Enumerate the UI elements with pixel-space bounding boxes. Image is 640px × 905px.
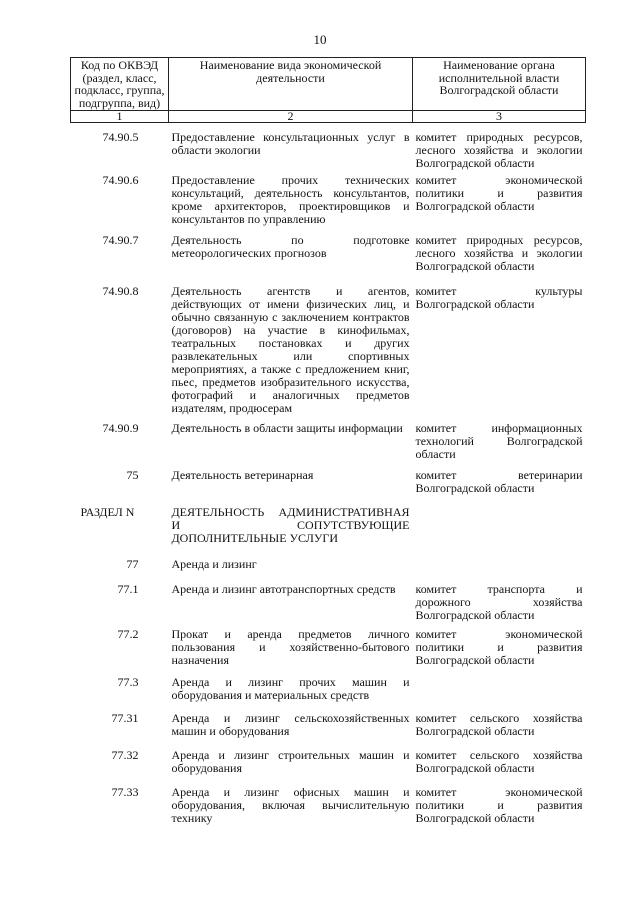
header-activity: Наименование вида экономической деятельности <box>169 58 413 111</box>
row-activity: Аренда и лизинг прочих машин и оборудования и материальных средств <box>171 674 410 702</box>
table-row <box>71 712 586 749</box>
row-authority: комитет ветеринарии Волгоградской области <box>415 467 583 495</box>
row-activity: Прокат и аренда предметов личного пользования и хозяйственно-бытового назначения <box>171 626 410 667</box>
row-code: 74.90.8 <box>102 283 139 298</box>
row-authority: комитет экономической политики и развития Волгоградской области <box>415 626 583 667</box>
table-row <box>71 558 586 583</box>
row-code: 77 <box>126 556 139 571</box>
row-activity: Аренда и лизинг офисных машин и оборудования, включая вычислительную технику <box>171 784 410 825</box>
row-authority <box>413 676 586 712</box>
row-code: 77.2 <box>117 626 139 641</box>
row-authority: комитет культуры Волгоградской области <box>415 283 583 311</box>
row-activity: Аренда и лизинг <box>171 556 257 571</box>
table-row <box>71 628 586 676</box>
row-authority: комитет экономической политики и развития Волгоградской области <box>415 784 583 825</box>
column-number: 3 <box>413 111 586 123</box>
table-row <box>71 786 586 832</box>
header-code: Код по ОКВЭД (раздел, класс, подкласс, группа, подгруппа, вид) <box>71 58 169 111</box>
row-activity: Деятельность ветеринарная <box>171 467 314 482</box>
table-row <box>71 422 586 469</box>
row-authority: комитет природных ресурсов, лесного хозяйства и экологии Волгоградской области <box>415 130 583 170</box>
row-activity: Предоставление консультационных услуг в области экологии <box>171 130 410 157</box>
column-number: 1 <box>71 111 169 123</box>
row-code: 74.90.7 <box>102 232 139 247</box>
row-code: 77.1 <box>117 581 139 596</box>
row-activity: Аренда и лизинг строительных машин и оборудования <box>171 747 410 775</box>
row-activity: Деятельность по подготовке метеорологических прогнозов <box>171 232 410 260</box>
row-authority: комитет транспорта и дорожного хозяйства Волгоградской области <box>415 581 583 622</box>
row-code: 77.3 <box>117 674 139 689</box>
row-authority <box>413 558 586 583</box>
section-title: ДЕЯТЕЛЬНОСТЬ АДМИНИСТРАТИВНАЯ И СОПУТСТВУЮЩИЕ ДОПОЛНИТЕЛЬНЫЕ УСЛУГИ <box>171 504 410 545</box>
column-numbers-row <box>71 111 586 123</box>
header-authority: Наименование органа исполнительной власти Волгоградской области <box>413 58 586 111</box>
page-number: 10 <box>313 32 327 47</box>
row-code: 77.33 <box>111 784 139 799</box>
row-authority: комитет природных ресурсов, лесного хозяйства и экологии Волгоградской области <box>415 232 583 273</box>
row-code: 77.31 <box>111 710 139 725</box>
table-row <box>71 749 586 786</box>
row-code: 75 <box>126 467 139 482</box>
row-authority: комитет информационных технологий Волгоградской области <box>415 420 583 461</box>
table-row <box>71 285 586 422</box>
row-activity: Деятельность в области защиты информации <box>171 420 403 435</box>
table-row <box>71 583 586 628</box>
row-authority: комитет сельского хозяйства Волгоградской области <box>415 747 583 775</box>
okved-table <box>70 57 586 832</box>
table-row <box>71 123 586 174</box>
row-activity: Аренда и лизинг сельскохозяйственных машин и оборудования <box>171 710 410 738</box>
section-code: РАЗДЕЛ N <box>80 504 135 519</box>
row-authority <box>413 506 586 558</box>
row-authority: комитет экономической политики и развития Волгоградской области <box>415 172 583 213</box>
row-authority: комитет сельского хозяйства Волгоградской области <box>415 710 583 738</box>
table-row <box>71 676 586 712</box>
header-row <box>71 58 586 111</box>
row-code: 74.90.9 <box>102 420 139 435</box>
table-row <box>71 234 586 285</box>
row-activity: Аренда и лизинг автотранспортных средств <box>171 581 396 596</box>
table-row <box>71 174 586 234</box>
row-code: 74.90.6 <box>102 172 139 187</box>
row-activity: Предоставление прочих технических консультаций, деятельность консультантов, кроме архитекторов, проектировщиков и консультантов по управлению <box>171 172 410 226</box>
row-code: 77.32 <box>111 747 139 762</box>
row-code: 74.90.5 <box>102 130 139 144</box>
column-number: 2 <box>169 111 413 123</box>
table-row <box>71 469 586 506</box>
section-row <box>71 506 586 558</box>
row-activity: Деятельность агентств и агентов, действующих от имени физических лиц, и обычно связанную с заключением контрактов (договоров) на участие в кинофильмах, театральных постановках и других развлекательных или спортивных мероприятиях, а также с предложением книг, пьес, предметов изобразительного искусства, фотографий и аналогичных предметов издателям, продюсерам <box>171 283 410 415</box>
